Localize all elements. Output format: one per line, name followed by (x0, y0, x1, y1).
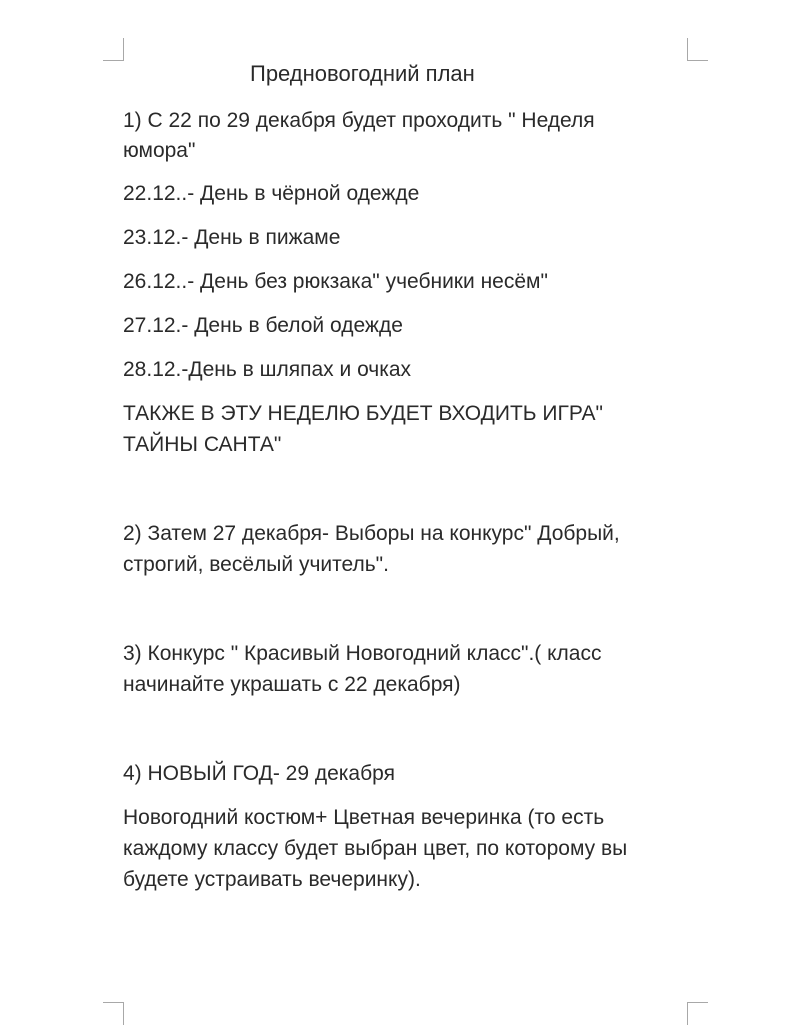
text-line: 26.12..- День без рюкзака" учебники несём" (123, 270, 548, 293)
text-line: Новогодний костюм+ Цветная вечеринка (то есть (123, 806, 605, 829)
text-line: каждому классу будет выбран цвет, по которому вы (123, 837, 628, 860)
text-line: начинайте украшать с 22 декабря) (123, 673, 461, 696)
corner-mark-bottom-right (687, 1002, 708, 1025)
text-line: 28.12.-День в шляпах и очках (123, 358, 412, 381)
corner-mark-top-left (103, 38, 124, 61)
text-line: ТАКЖЕ В ЭТУ НЕДЕЛЮ БУДЕТ ВХОДИТЬ ИГРА" (123, 402, 603, 425)
text-line: строгий, весёлый учитель". (123, 553, 389, 576)
text-line: будете устраивать вечеринку). (123, 868, 421, 891)
text-line: юмора" (123, 139, 196, 162)
text-line: 3) Конкурс " Красивый Новогодний класс".( класс (123, 642, 602, 665)
corner-mark-top-right (687, 38, 708, 61)
document-title: Предновогодний план (250, 61, 475, 86)
corner-mark-bottom-left (103, 1002, 124, 1025)
text-line: ТАЙНЫ САНТА" (123, 433, 282, 456)
text-line: 1) С 22 по 29 декабря будет проходить " Неделя (123, 109, 595, 132)
text-line: 27.12.- День в белой одежде (123, 314, 403, 337)
text-line: 4) НОВЫЙ ГОД- 29 декабря (123, 762, 395, 785)
text-line: 23.12.- День в пижаме (123, 226, 341, 249)
text-line: 2) Затем 27 декабря- Выборы на конкурс" Добрый, (123, 522, 620, 545)
text-line: 22.12..- День в чёрной одежде (123, 182, 420, 205)
